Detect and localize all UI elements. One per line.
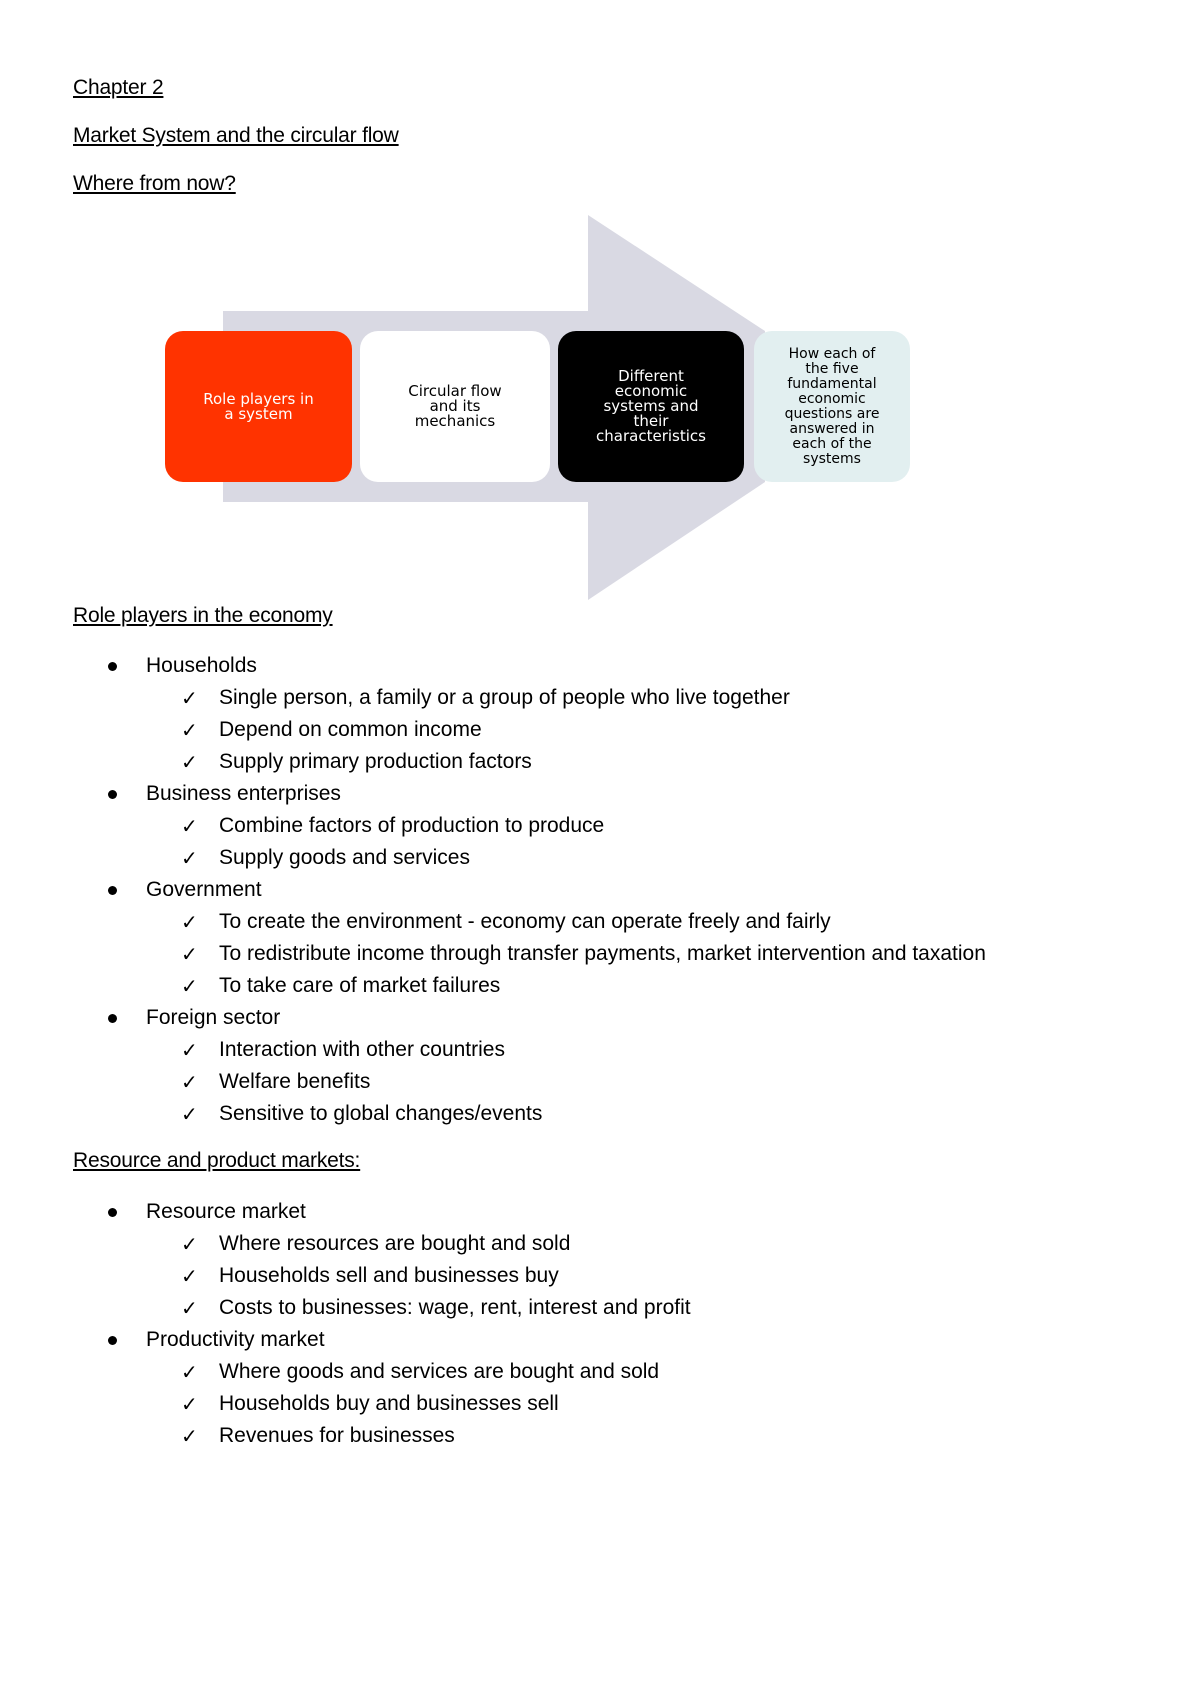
checkmark-icon: ✓ [181, 1360, 198, 1384]
bullet-label: Foreign sector [146, 1006, 281, 1029]
sub-item-text: Combine factors of production to produce [219, 814, 605, 837]
bullet-icon [108, 790, 117, 799]
checkmark-icon: ✓ [181, 846, 198, 870]
checkmark-icon: ✓ [181, 942, 198, 966]
bullet-label: Productivity market [146, 1328, 325, 1351]
checkmark-icon: ✓ [181, 1102, 198, 1126]
sub-list-item [0, 810, 1200, 842]
bullet-icon [108, 1208, 117, 1217]
checkmark-icon: ✓ [181, 1392, 198, 1416]
list-item [0, 874, 1200, 906]
stage-box-fundamental-questions [754, 331, 910, 482]
sub-list-item [0, 1356, 1200, 1388]
sub-item-text: Depend on common income [219, 718, 482, 741]
stage-label: Circular flow and its mechanics [408, 382, 502, 430]
sub-item-text: Welfare benefits [219, 1070, 371, 1093]
sub-list-item [0, 746, 1200, 778]
sub-list-item [0, 906, 1200, 938]
bullet-label: Business enterprises [146, 782, 341, 805]
sub-item-text: Single person, a family or a group of people who live together [219, 686, 790, 709]
sub-list-item [0, 1420, 1200, 1452]
sub-list-item [0, 1066, 1200, 1098]
sub-list-item [0, 1034, 1200, 1066]
sub-list-item [0, 970, 1200, 1002]
stage-label: How each of the five fundamental economic questions are answered in each of the systems [784, 345, 880, 467]
section-title-market-system: Market System and the circular flow [73, 124, 399, 147]
sub-item-text: To create the environment - economy can operate freely and fairly [219, 910, 831, 933]
list-item [0, 778, 1200, 810]
sub-item-text: Supply goods and services [219, 846, 470, 869]
sub-list-item [0, 682, 1200, 714]
bullet-icon [108, 886, 117, 895]
checkmark-icon: ✓ [181, 1424, 198, 1448]
checkmark-icon: ✓ [181, 718, 198, 742]
sub-item-text: To take care of market failures [219, 974, 501, 997]
checkmark-icon: ✓ [181, 1038, 198, 1062]
checkmark-icon: ✓ [181, 1232, 198, 1256]
sub-list-item [0, 1388, 1200, 1420]
subheading-where-from-now: Where from now? [73, 172, 236, 195]
stage-label: Role players in a system [203, 389, 314, 423]
sub-item-text: Where goods and services are bought and sold [219, 1360, 660, 1383]
bullet-icon [108, 1336, 117, 1345]
bullet-label: Government [146, 878, 262, 901]
sub-list-item [0, 938, 1200, 970]
list-item [0, 1002, 1200, 1034]
checkmark-icon: ✓ [181, 750, 198, 774]
section-title-role-players: Role players in the economy [73, 604, 333, 627]
sub-list-item [0, 842, 1200, 874]
list-item [0, 1196, 1200, 1228]
sub-list-item [0, 1098, 1200, 1130]
sub-item-text: Costs to businesses: wage, rent, interest and profit [219, 1296, 691, 1319]
list-item [0, 1324, 1200, 1356]
sub-item-text: To redistribute income through transfer payments, market intervention and taxation [219, 942, 986, 965]
checkmark-icon: ✓ [181, 1296, 198, 1320]
stage-box-economic-systems [558, 331, 744, 482]
bullet-icon [108, 1014, 117, 1023]
list-item [0, 650, 1200, 682]
sub-item-text: Revenues for businesses [219, 1424, 455, 1447]
bullet-icon [108, 662, 117, 671]
checkmark-icon: ✓ [181, 910, 198, 934]
checkmark-icon: ✓ [181, 1264, 198, 1288]
sub-item-text: Households sell and businesses buy [219, 1264, 559, 1287]
sub-item-text: Supply primary production factors [219, 750, 532, 773]
checkmark-icon: ✓ [181, 686, 198, 710]
checkmark-icon: ✓ [181, 814, 198, 838]
chapter-heading: Chapter 2 [73, 76, 164, 99]
bullet-label: Resource market [146, 1200, 306, 1223]
stage-label: Different economic systems and their characteristics [596, 367, 706, 445]
stage-box-role-players [165, 331, 352, 482]
sub-list-item [0, 1260, 1200, 1292]
sub-list-item [0, 1228, 1200, 1260]
checkmark-icon: ✓ [181, 1070, 198, 1094]
sub-item-text: Households buy and businesses sell [219, 1392, 559, 1415]
sub-item-text: Interaction with other countries [219, 1038, 505, 1061]
section-title-resource-product-markets: Resource and product markets: [73, 1149, 361, 1172]
sub-item-text: Where resources are bought and sold [219, 1232, 571, 1255]
stage-box-circular-flow [360, 331, 550, 482]
sub-list-item [0, 1292, 1200, 1324]
role-players-list [0, 650, 1200, 1130]
sub-list-item [0, 714, 1200, 746]
checkmark-icon: ✓ [181, 974, 198, 998]
bullet-label: Households [146, 654, 257, 677]
process-diagram [160, 215, 950, 600]
sub-item-text: Sensitive to global changes/events [219, 1102, 543, 1125]
markets-list [0, 1196, 1200, 1452]
